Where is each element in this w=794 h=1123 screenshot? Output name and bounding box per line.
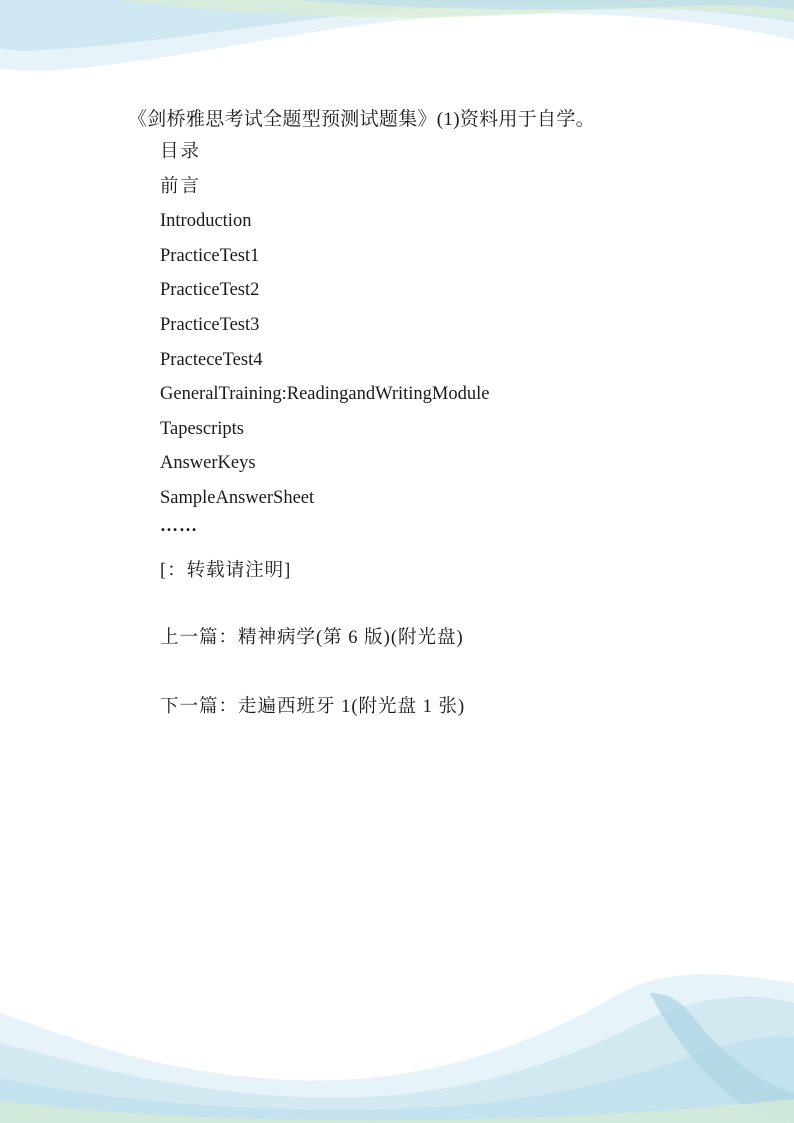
repost-note: [：转载请注明]: [160, 561, 292, 581]
toc-item: PracticeTest3: [160, 314, 260, 335]
top-wave-decoration: [0, 0, 794, 80]
toc-item: GeneralTraining:ReadingandWritingModule: [160, 384, 490, 405]
toc-item: 前言: [160, 176, 202, 197]
bottom-wave-decoration: [0, 973, 794, 1123]
previous-article-link[interactable]: 上一篇：精神病学(第 6 版)(附光盘): [160, 628, 464, 648]
toc-item: AnswerKeys: [160, 453, 256, 474]
toc-item: SampleAnswerSheet: [160, 487, 315, 508]
toc-ellipsis: ……: [160, 515, 198, 535]
toc-item: PracteceTest4: [160, 349, 263, 370]
toc-heading: 目录: [160, 142, 202, 162]
toc-item: Introduction: [160, 211, 252, 232]
document-title: 《剑桥雅思考试全题型预测试题集》(1)资料用于自学。: [128, 109, 595, 130]
toc-item: Tapescripts: [160, 418, 244, 439]
toc-item: PracticeTest1: [160, 245, 260, 266]
toc-item: PracticeTest2: [160, 280, 260, 301]
next-article-link[interactable]: 下一篇：走遍西班牙 1(附光盘 1 张): [160, 697, 466, 717]
table-of-contents: [160, 138, 489, 519]
